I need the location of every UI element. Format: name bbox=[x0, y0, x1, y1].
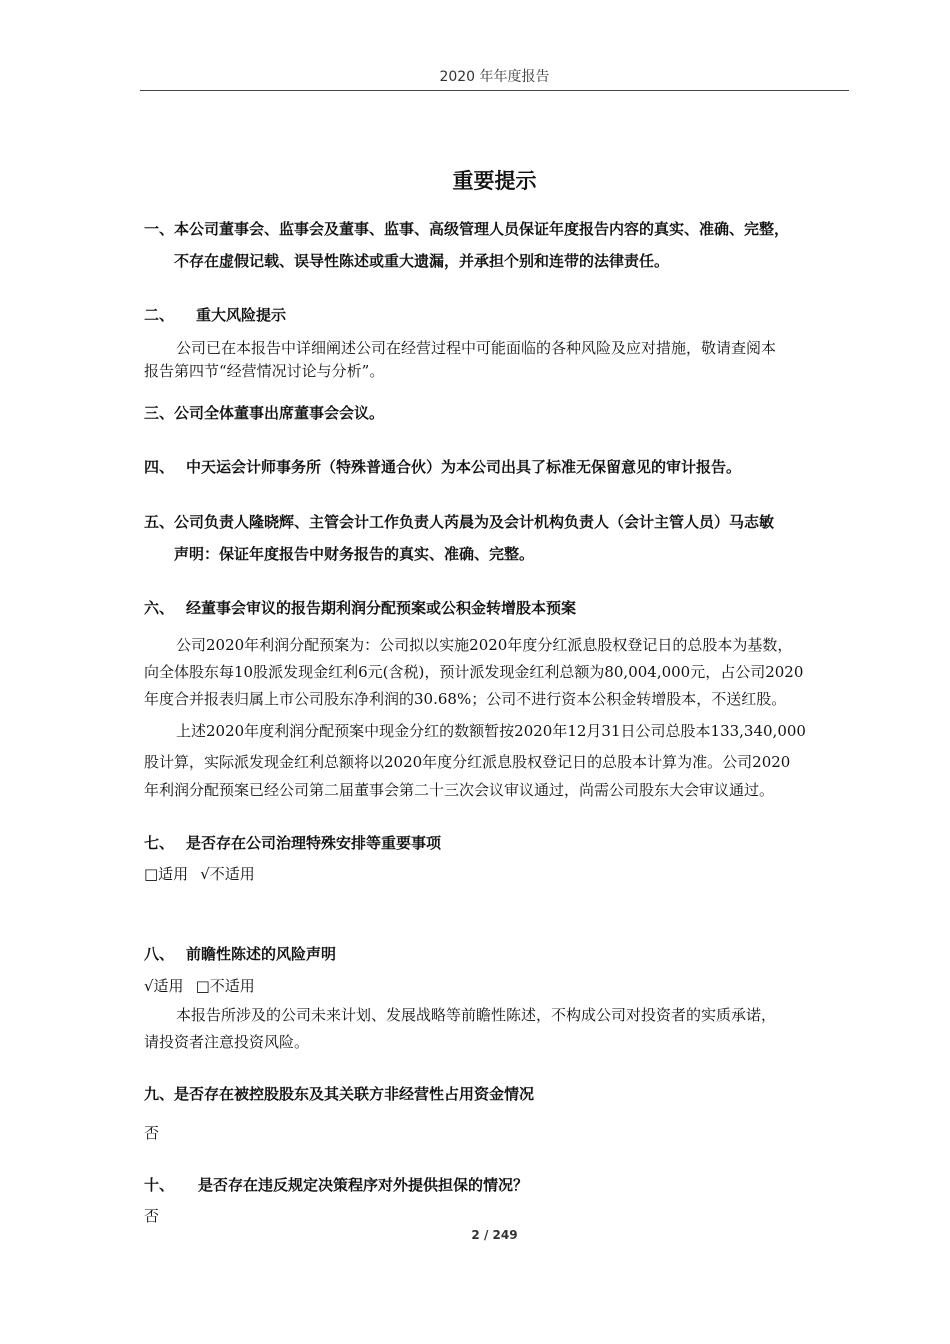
section-6-p1-line3: 年度合并报表归属上市公司股东净利润的30.68%；公司不进行资本公积金转增股本，不送红股。 bbox=[144, 690, 787, 708]
section-6-p2-line1: 上述2020年度利润分配预案中现金分红的数额暂按2020年12月31日公司总股本133,340,000 bbox=[176, 722, 806, 740]
section-7-heading bbox=[144, 832, 441, 854]
section-5-line2: 声明：保证年度报告中财务报告的真实、准确、完整。 bbox=[174, 545, 535, 563]
section-6-title: 经董事会审议的报告期利润分配预案或公积金转增股本预案 bbox=[186, 599, 577, 617]
section-7-options bbox=[144, 863, 255, 885]
option-not-applicable-unchecked: □不适用 bbox=[195, 977, 255, 995]
section-8-body-line2: 请投资者注意投资风险。 bbox=[144, 1033, 310, 1051]
section-2-title: 重大风险提示 bbox=[196, 306, 287, 324]
section-8-number: 八、 bbox=[144, 945, 175, 963]
section-6-heading bbox=[144, 597, 576, 619]
section-4-text: 中天运会计师事务所（特殊普通合伙）为本公司出具了标准无保留意见的审计报告。 bbox=[186, 458, 742, 476]
page-title: 重要提示 bbox=[452, 169, 537, 193]
option-not-applicable-checked: √不适用 bbox=[200, 865, 255, 883]
section-10-title: 是否存在违反规定决策程序对外提供担保的情况？ bbox=[198, 1176, 529, 1194]
section-10-answer: 否 bbox=[144, 1207, 160, 1225]
section-6-p1-line1: 公司2020年利润分配预案为：公司拟以实施2020年度分红派息股权登记日的总股本为基数， bbox=[176, 636, 793, 654]
section-4-heading bbox=[144, 456, 741, 478]
section-2-heading bbox=[144, 304, 286, 326]
section-2-number: 二、 bbox=[144, 306, 175, 324]
header-divider bbox=[140, 90, 849, 91]
section-1-line1: 一、本公司董事会、监事会及董事、监事、高级管理人员保证年度报告内容的真实、准确、完整， bbox=[144, 220, 790, 238]
section-8-heading bbox=[144, 943, 336, 965]
section-1-line2: 不存在虚假记载、误导性陈述或重大遗漏，并承担个别和连带的法律责任。 bbox=[174, 252, 670, 270]
section-4-number: 四、 bbox=[144, 458, 175, 476]
section-7-title: 是否存在公司治理特殊安排等重要事项 bbox=[186, 834, 442, 852]
section-7-number: 七、 bbox=[144, 834, 175, 852]
section-6-p2-line3: 年利润分配预案已经公司第二届董事会第二十三次会议审议通过，尚需公司股东大会审议通过。 bbox=[144, 781, 775, 799]
option-applicable-unchecked: □适用 bbox=[144, 865, 189, 883]
section-10-heading bbox=[144, 1174, 528, 1196]
section-6-number: 六、 bbox=[144, 599, 175, 617]
section-2-body-line1: 公司已在本报告中详细阐述公司在经营过程中可能面临的各种风险及应对措施，敬请查阅本 bbox=[176, 339, 777, 357]
section-8-options bbox=[144, 975, 255, 997]
section-6-p2-line2: 股计算，实际派发现金红利总额将以2020年度分红派息股权登记日的总股本计算为准。公司2020 bbox=[144, 753, 791, 771]
section-8-body-line1: 本报告所涉及的公司未来计划、发展战略等前瞻性陈述，不构成公司对投资者的实质承诺， bbox=[176, 1006, 777, 1024]
section-6-p1-line2: 向全体股东每10股派发现金红利6元(含税)，预计派发现金红利总额为80,004,000元，占公司2020 bbox=[144, 663, 804, 681]
section-8-title: 前瞻性陈述的风险声明 bbox=[186, 945, 337, 963]
page-header: 2020 年年度报告 bbox=[439, 69, 550, 85]
section-9-heading: 九、是否存在被控股股东及其关联方非经营性占用资金情况 bbox=[144, 1085, 535, 1103]
section-9-answer: 否 bbox=[144, 1124, 160, 1142]
page-number: 2 / 249 bbox=[471, 1228, 518, 1242]
option-applicable-checked: √适用 bbox=[144, 977, 184, 995]
section-10-number: 十、 bbox=[144, 1176, 175, 1194]
section-2-body-line2: 报告第四节“经营情况讨论与分析”。 bbox=[144, 362, 385, 380]
section-3-line: 三、公司全体董事出席董事会会议。 bbox=[144, 404, 385, 422]
section-5-line1: 五、公司负责人隆晓辉、主管会计工作负责人芮晨为及会计机构负责人（会计主管人员）马志敏 bbox=[144, 513, 775, 531]
